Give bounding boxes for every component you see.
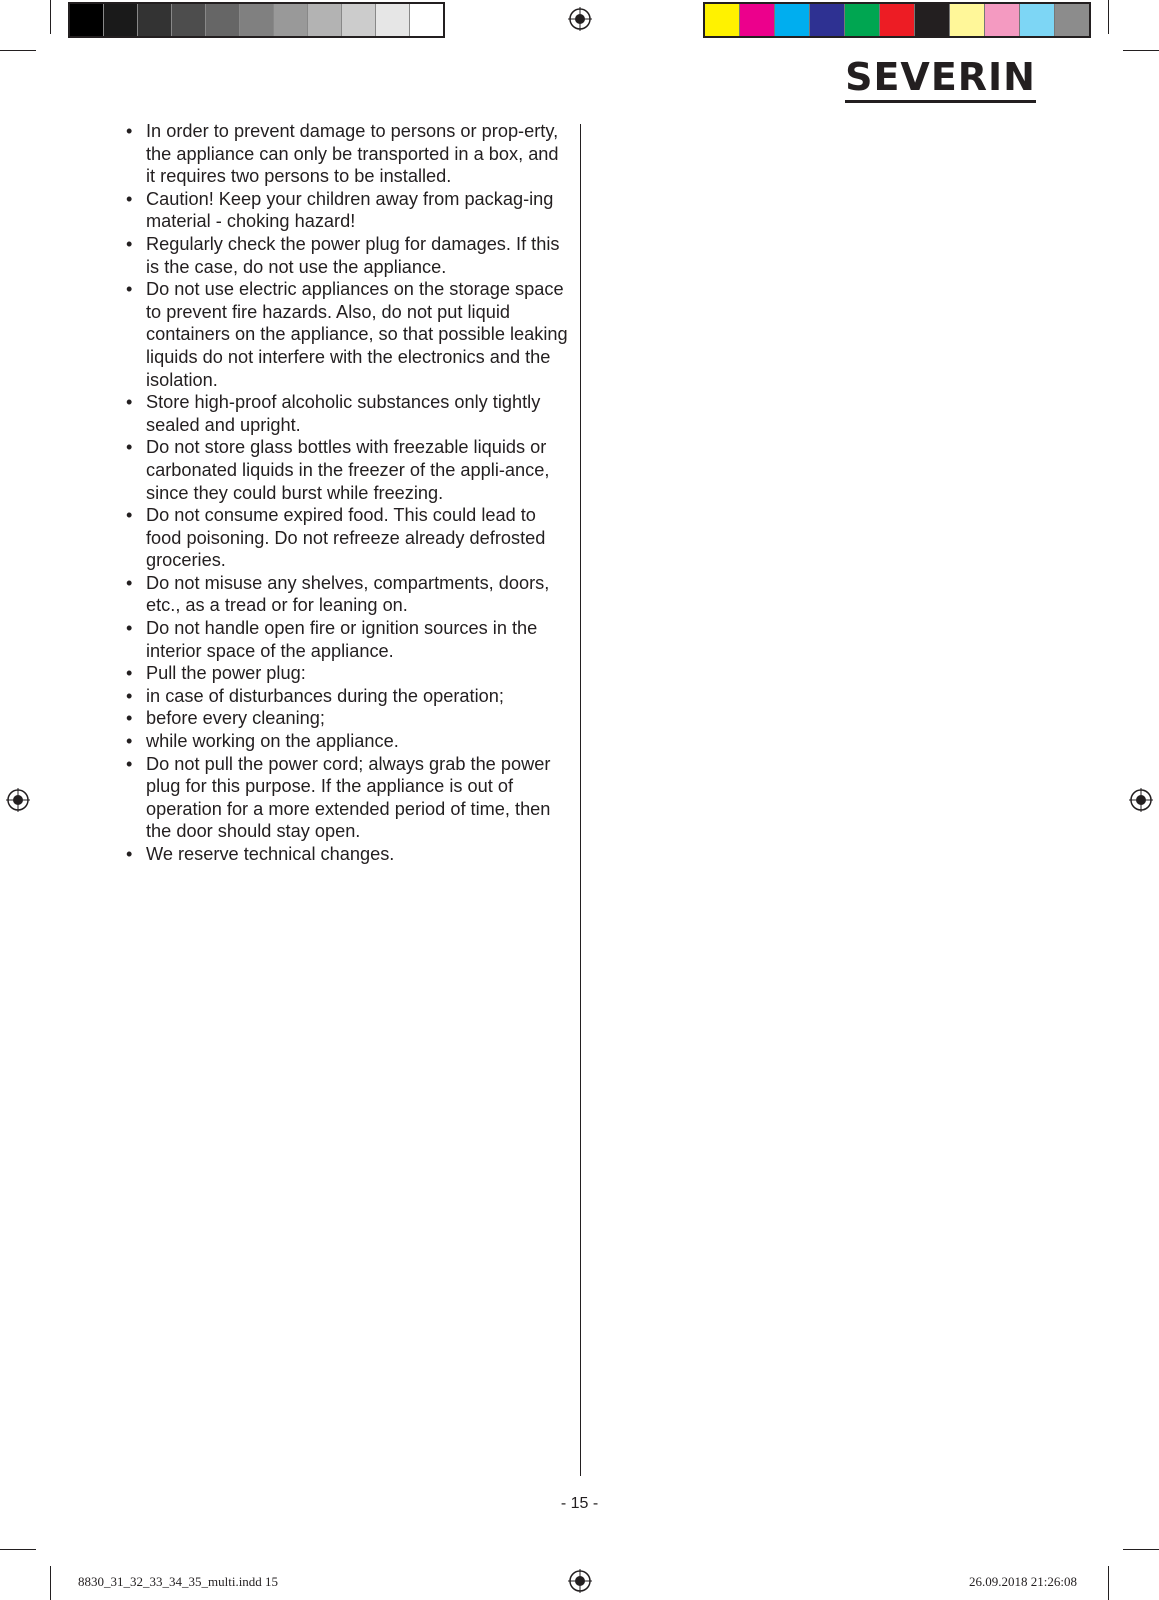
gray-swatch [104, 4, 138, 36]
gray-swatch [172, 4, 206, 36]
bullet-icon: • [126, 753, 133, 774]
crop-mark-top-left-v [50, 0, 51, 34]
list-item-text: In order to prevent damage to persons or prop-erty, the appliance can only be transported in a box, and it requires two persons to be installed. [146, 121, 559, 187]
crop-mark-bottom-right-v [1108, 1566, 1109, 1600]
color-swatch [740, 4, 775, 36]
gray-swatch [342, 4, 376, 36]
list-item [124, 730, 568, 753]
bullet-icon: • [126, 618, 133, 639]
grayscale-calibration-bar [68, 2, 445, 38]
list-item-text: Do not pull the power cord; always grab the power plug for this purpose. If the appliance is out of operation for a more extended period of time, then the door should stay open. [146, 753, 551, 842]
list-item [124, 504, 568, 572]
bullet-icon: • [126, 392, 133, 413]
gray-swatch [274, 4, 308, 36]
color-swatch [705, 4, 740, 36]
color-swatch [1055, 4, 1089, 36]
list-item [124, 233, 568, 278]
bullet-icon: • [126, 663, 133, 684]
list-item-text: Pull the power plug: [146, 663, 306, 684]
page-number: - 15 - [560, 1495, 599, 1512]
color-swatch [985, 4, 1020, 36]
crop-mark-bottom-right-h [1123, 1549, 1159, 1550]
gray-swatch [308, 4, 342, 36]
list-item-text: Do not use electric appliances on the storage space to prevent fire hazards. Also, do not put liquid containers on the appliance, so that possible leaking liquids do not interfere with the electronics and the isolation. [146, 279, 568, 390]
color-swatch [775, 4, 810, 36]
bullet-icon: • [126, 708, 133, 729]
brand-logo: SEVERIN [845, 58, 1036, 103]
list-item-text: Regularly check the power plug for damages. If this is the case, do not use the appliance. [146, 233, 560, 277]
list-item-text: Do not consume expired food. This could lead to food poisoning. Do not refreeze already defrosted groceries. [146, 505, 546, 571]
list-item [124, 120, 568, 188]
column-divider [580, 124, 581, 1476]
registration-mark-icon [568, 7, 592, 31]
bullet-icon: • [126, 844, 133, 864]
list-item [124, 572, 568, 617]
process-color-calibration-bar [703, 2, 1091, 38]
color-swatch [1020, 4, 1055, 36]
timestamp-slug: 26.09.2018 21:26:08 [969, 1574, 1077, 1589]
color-swatch [845, 4, 880, 36]
color-swatch [915, 4, 950, 36]
list-item-text: Caution! Keep your children away from packag-ing material - choking hazard! [146, 188, 554, 232]
gray-swatch [70, 4, 104, 36]
bullet-icon: • [126, 121, 133, 141]
list-item [124, 685, 568, 708]
bullet-icon: • [126, 279, 133, 300]
bullet-icon: • [126, 233, 133, 254]
bullet-icon: • [126, 731, 133, 752]
registration-mark-icon [568, 1569, 592, 1593]
list-item-text: Do not store glass bottles with freezable liquids or carbonated liquids in the freezer of the appli-ance, since they could burst while freezing. [146, 437, 550, 503]
registration-mark-icon [6, 788, 30, 812]
list-item [124, 707, 568, 730]
color-swatch [810, 4, 845, 36]
crop-mark-top-left-h [0, 50, 36, 51]
list-item [124, 391, 568, 436]
list-item-text: Do not handle open fire or ignition sources in the interior space of the appliance. [146, 618, 538, 661]
list-item-text: while working on the appliance. [146, 731, 399, 752]
crop-mark-bottom-left-h [0, 1549, 36, 1550]
gray-swatch [376, 4, 410, 36]
list-item [124, 843, 568, 866]
list-item [124, 436, 568, 504]
safety-instructions-list [124, 120, 568, 866]
list-item-text: before every cleaning; [146, 708, 325, 729]
gray-swatch [206, 4, 240, 36]
bullet-icon: • [126, 505, 133, 526]
color-swatch [950, 4, 985, 36]
list-item-text: Store high-proof alcoholic substances only tightly sealed and upright. [146, 392, 541, 435]
gray-swatch [410, 4, 443, 36]
list-item-text: We reserve technical changes. [146, 844, 395, 864]
list-item [124, 617, 568, 662]
gray-swatch [240, 4, 274, 36]
crop-mark-bottom-left-v [50, 1566, 51, 1600]
gray-swatch [138, 4, 172, 36]
file-name-slug: 8830_31_32_33_34_35_multi.indd 15 [78, 1574, 279, 1589]
registration-mark-icon [1129, 788, 1153, 812]
bullet-icon: • [126, 572, 133, 593]
list-item [124, 188, 568, 233]
crop-mark-top-right-h [1123, 50, 1159, 51]
list-item [124, 662, 568, 685]
bullet-icon: • [126, 685, 133, 706]
crop-mark-top-right-v [1108, 0, 1109, 34]
color-swatch [880, 4, 915, 36]
bullet-icon: • [126, 437, 133, 458]
list-item [124, 278, 568, 391]
list-item-text: Do not misuse any shelves, compartments, doors, etc., as a tread or for leaning on. [146, 572, 550, 616]
list-item [124, 753, 568, 843]
list-item-text: in case of disturbances during the operation; [146, 685, 504, 706]
bullet-icon: • [126, 188, 133, 209]
